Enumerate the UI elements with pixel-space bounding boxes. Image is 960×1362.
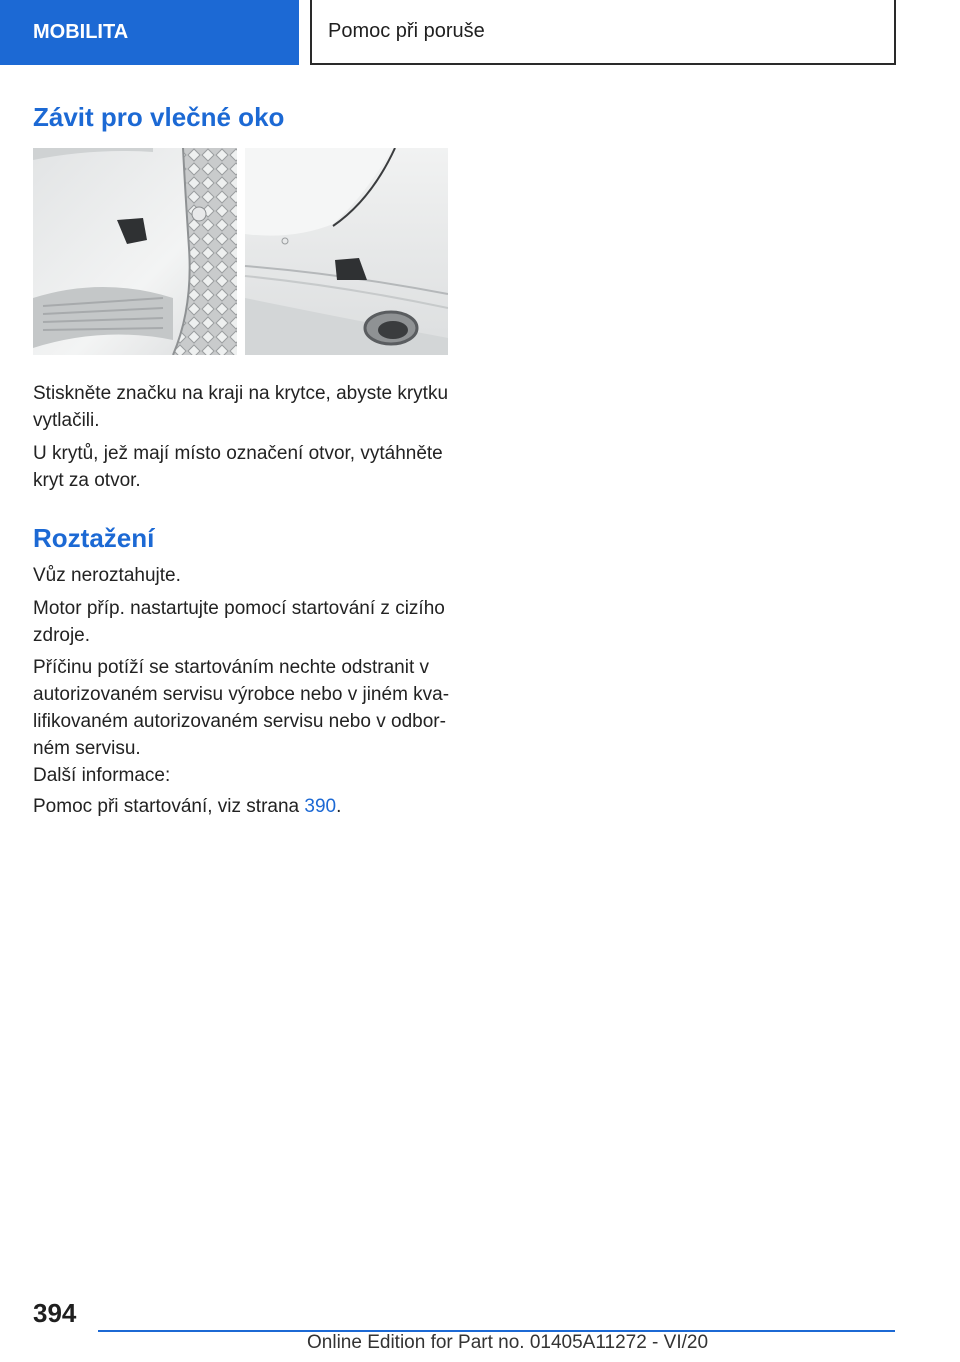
paragraph-pull-cover: U krytů, jež mají místo označení otvor, vytáhněte kryt za otvor. <box>33 443 443 491</box>
header-chapter-box <box>310 0 896 65</box>
page-390-link[interactable]: 390 <box>304 796 337 817</box>
paragraph-jump-start: Motor příp. nastartujte pomocí startování z cizího zdroje. <box>33 598 445 646</box>
heading-towing-start: Roztažení <box>33 523 155 553</box>
paragraph-cross-reference <box>33 793 451 820</box>
heading-tow-eye-thread: Závit pro vlečné oko <box>33 102 285 132</box>
page-number: 394 <box>33 1298 77 1328</box>
paragraph-service: Příčinu potíží se startováním nechte odstranit v autorizovaném servisu výrobce nebo v jiném kva-lifikovaném autorizovaném servisu nebo v odbor-ném servisu. <box>33 657 450 759</box>
cross-reference-text: Pomoc při startování, viz strana <box>33 796 305 817</box>
paragraph-do-not-tow: Vůz neroztahujte. <box>33 565 181 586</box>
cross-reference-period: . <box>336 796 342 817</box>
header-chapter-label: Pomoc při poruše <box>328 20 485 42</box>
tow-eye-cover-illustration <box>33 148 448 355</box>
header-section-tab <box>0 0 299 65</box>
paragraph-more-info: Další informace: <box>33 765 171 786</box>
paragraph-press-mark: Stiskněte značku na kraji na krytce, abyste krytku vytlačili. <box>33 383 449 431</box>
header-section-label: MOBILITA <box>33 21 129 43</box>
footer-edition: Online Edition for Part no. 01405A11272 - VI/20 <box>307 1332 709 1353</box>
